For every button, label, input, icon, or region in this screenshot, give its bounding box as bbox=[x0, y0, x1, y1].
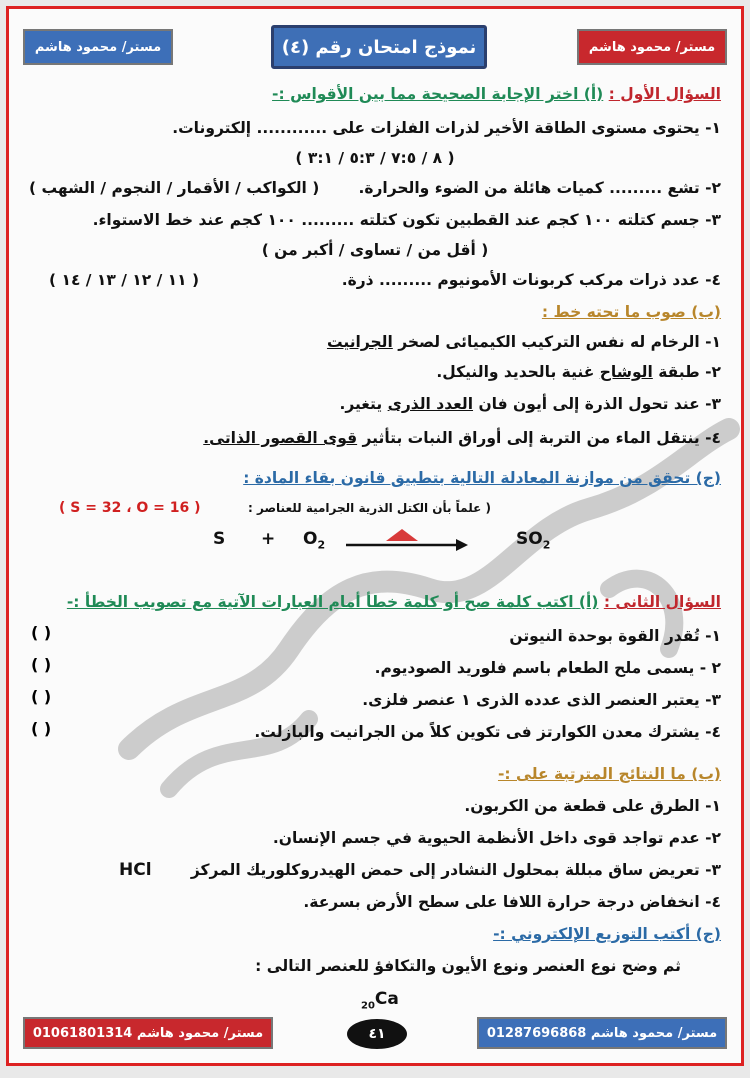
calcium-symbol bbox=[361, 989, 399, 1011]
q2-c-text: ثم وضح نوع العنصر ونوع الأيون والتكافؤ للعنصر التالى : bbox=[255, 957, 681, 975]
q2-b4: ٤- انخفاض درجة حرارة اللافا على سطح الأرض بسرعة. bbox=[303, 893, 721, 911]
q1-c-note-text: ( علماً بأن الكتل الذرية الجرامية للعناصر : bbox=[248, 501, 491, 515]
header-teacher-label-left: مستر/ محمود هاشم bbox=[23, 29, 173, 65]
page-number: ٤١ bbox=[347, 1019, 407, 1049]
q1-a2 bbox=[29, 177, 721, 199]
q2-a1: ١- تُقدر القوة بوحدة النيوتن bbox=[509, 627, 721, 645]
footer-teacher-phone-left: مستر/ محمود هاشم 01061801314 bbox=[23, 1017, 273, 1049]
q1-b3-underlined: العدد الذرى bbox=[387, 395, 474, 413]
q1-a3-options: ( أقل من / تساوى / أكبر من ) bbox=[261, 241, 489, 259]
q1-part-b-label: (ب) صوب ما تحته خط : bbox=[541, 303, 721, 321]
q1-a2-options: ( الكواكب / الأقمار / النجوم / الشهب ) bbox=[29, 179, 320, 197]
q2-a3-answer-box[interactable]: ( ) bbox=[31, 687, 52, 706]
eq-product-symbol: SO bbox=[516, 529, 543, 549]
calcium-element: Ca bbox=[374, 989, 399, 1009]
q1-b1 bbox=[29, 331, 721, 353]
eq-product bbox=[516, 529, 550, 551]
q2-part-c-title bbox=[29, 923, 721, 945]
q1-a4 bbox=[29, 269, 721, 291]
reaction-arrow-icon bbox=[344, 525, 469, 555]
q2-a3: ٣- يعتبر العنصر الذى عدده الذرى ١ عنصر فلزى. bbox=[362, 691, 721, 709]
q1-b2-text-end: غنية بالحديد والنيكل. bbox=[436, 363, 595, 381]
q1-b3 bbox=[29, 393, 721, 415]
q2-heading bbox=[29, 591, 721, 613]
q1-heading bbox=[29, 83, 721, 105]
q1-a2-text: ٢- تشع ......... كميات هائلة من الضوء والحرارة. bbox=[358, 179, 721, 197]
eq-sulfur: S bbox=[213, 529, 226, 549]
mass-s: S = 32 bbox=[70, 500, 122, 516]
exam-page bbox=[6, 6, 744, 1066]
eq-plus: + bbox=[261, 529, 276, 549]
q1-b2-text: ٢- طبقة bbox=[658, 363, 721, 381]
q1-part-a-title: (أ) اختر الإجابة الصحيحة مما بين الأقواس :- bbox=[272, 85, 604, 103]
mass-separator: ، bbox=[126, 500, 132, 516]
eq-product-subscript: 2 bbox=[542, 538, 551, 552]
q2-a2: ٢ - يسمى ملح الطعام باسم فلوريد الصوديوم. bbox=[374, 659, 721, 677]
exam-title: نموذج امتحان رقم (٤) bbox=[271, 25, 487, 69]
q1-a4-text: ٤- عدد ذرات مركب كربونات الأمونيوم ......... ذرة. bbox=[341, 271, 721, 289]
q1-b3-text-end: يتغير. bbox=[339, 395, 383, 413]
mass-o: O = 16 ) bbox=[136, 500, 201, 516]
q1-b4 bbox=[29, 427, 721, 449]
q2-a4-answer-box[interactable]: ( ) bbox=[31, 719, 52, 738]
q2-title: السؤال الثانى : bbox=[603, 593, 721, 611]
q1-title: السؤال الأول : bbox=[608, 85, 721, 103]
eq-oxygen bbox=[303, 529, 325, 551]
q1-c-masses: ( S = 32 ، O = 16 ) bbox=[59, 500, 201, 516]
eq-oxygen-subscript: 2 bbox=[317, 538, 326, 552]
hcl-formula: HCl bbox=[119, 860, 152, 880]
q1-b1-text: ١- الرخام له نفس التركيب الكيميائى لصخر bbox=[398, 333, 721, 351]
q1-part-b-title bbox=[29, 301, 721, 323]
header-teacher-label-right: مستر/ محمود هاشم bbox=[577, 29, 727, 65]
q1-a3: ٣- جسم كتلته ١٠٠ كجم عند القطبين تكون كتلته ......... ١٠٠ كجم عند خط الاستواء. bbox=[92, 211, 721, 229]
q2-a2-answer-box[interactable]: ( ) bbox=[31, 655, 52, 674]
q1-b2-underlined: الوشاح bbox=[599, 363, 653, 381]
q1-b2 bbox=[29, 361, 721, 383]
q1-b3-text: ٣- عند تحول الذرة إلى أيون فان bbox=[478, 395, 721, 413]
q2-a4: ٤- يشترك معدن الكوارتز فى تكوين كلاً من الجرانيت والبازلت. bbox=[254, 723, 721, 741]
q1-b1-underlined: الجرانيت bbox=[326, 333, 393, 351]
q1-b4-text: ٤- ينتقل الماء من التربة إلى أوراق النبات بتأثير bbox=[362, 429, 721, 447]
footer-teacher-phone-right: مستر/ محمود هاشم 01287696868 bbox=[477, 1017, 727, 1049]
eq-oxygen-symbol: O bbox=[303, 529, 318, 549]
q2-a1-answer-box[interactable]: ( ) bbox=[31, 623, 52, 642]
q2-b1: ١- الطرق على قطعة من الكربون. bbox=[464, 797, 721, 815]
q1-part-c-label: (ج) تحقق من موازنة المعادلة التالية بتطبيق قانون بقاء المادة : bbox=[243, 469, 721, 487]
q1-a1: ١- يحتوى مستوى الطاقة الأخير لذرات الفلزات على ............ إلكترونات. bbox=[172, 119, 721, 137]
q1-a1-options: ( ٨ / ٧:٥ / ٥:٣ / ٣:١ ) bbox=[295, 149, 455, 167]
q1-a4-options: ( ١١ / ١٢ / ١٣ / ١٤ ) bbox=[49, 271, 200, 289]
q2-b2: ٢- عدم تواجد قوى داخل الأنظمة الحيوية في جسم الإنسان. bbox=[272, 829, 721, 847]
q2-b3 bbox=[29, 859, 721, 881]
q1-b4-underlined: قوى القصور الذاتى. bbox=[203, 429, 358, 447]
q2-part-b-label: (ب) ما النتائج المترتبة على :- bbox=[497, 765, 721, 783]
q2-part-b-title bbox=[29, 763, 721, 785]
q2-part-c-label: (ج) أكتب التوزيع الإلكتروني :- bbox=[493, 925, 721, 943]
q2-b3-text: ٣- تعريض ساق مبللة بمحلول النشادر إلى حمض الهيدروكلوريك المركز bbox=[190, 861, 721, 879]
q2-part-a-title: (أ) اكتب كلمة صح أو كلمة خطأ أمام العبارات الآتية مع تصويب الخطأ :- bbox=[66, 593, 599, 611]
q1-part-c-title bbox=[29, 467, 721, 489]
calcium-atomic-number: 20 bbox=[361, 1000, 375, 1012]
